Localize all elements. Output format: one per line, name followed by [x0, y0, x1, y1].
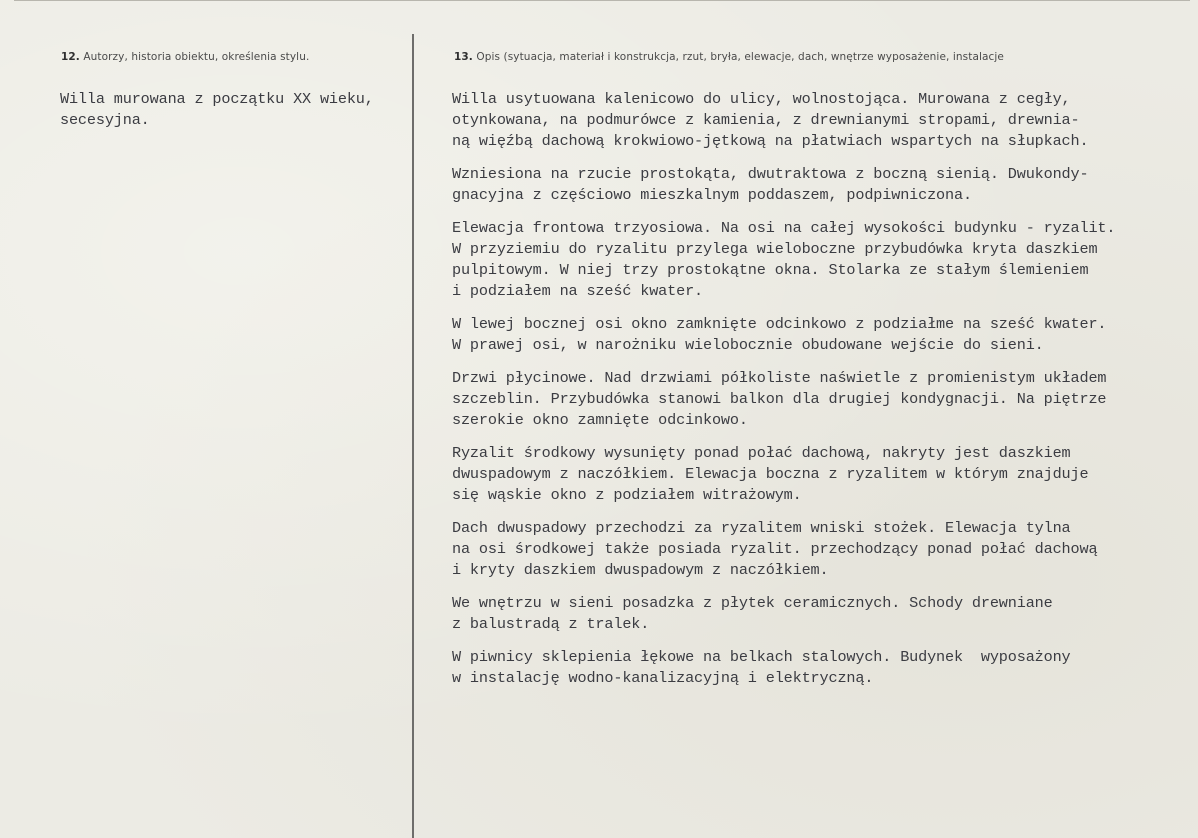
- description-paragraph: Ryzalit środkowy wysunięty ponad połać dachową, nakryty jest daszkiem dwuspadowym z naczółkiem. Elewacja boczna z ryzalitem w którym znajduje się wąskie okno z podziałem witrażowym.: [452, 444, 1089, 504]
- right-header-text: Opis (sytuacja, materiał i konstrukcja, rzut, bryła, elewacje, dach, wnętrze wyposażenie, instalacje: [476, 51, 1004, 63]
- right-column: [452, 89, 1192, 689]
- description-paragraph: W piwnicy sklepienia łękowe na belkach stalowych. Budynek wyposażony w instalację wodno-kanalizacyjną i elektryczną.: [452, 648, 1071, 687]
- left-column-header: [61, 51, 309, 63]
- description-paragraph: Willa usytuowana kalenicowo do ulicy, wolnostojąca. Murowana z cegły, otynkowana, na podmurówce z kamienia, z drewnianymi stropami, drewnia- ną więźbą dachową krokwiowo-jętkową na płatwiach wspartych na słupkach.: [452, 90, 1089, 150]
- left-column: [60, 89, 400, 131]
- description-paragraph: Drzwi płycinowe. Nad drzwiami półkoliste naświetle z promienistym układem szczeblin. Przybudówka stanowi balkon dla drugiej kondygnacji. Na piętrze szerokie okno zamnięte odcinkowo.: [452, 369, 1107, 429]
- right-column-header: [454, 51, 1004, 63]
- history-text: Willa murowana z początku XX wieku, secesyjna.: [60, 90, 374, 129]
- right-header-number: 13.: [454, 51, 473, 63]
- left-header-number: 12.: [61, 51, 80, 63]
- left-header-text: Autorzy, historia obiektu, określenia stylu.: [83, 51, 310, 63]
- column-divider: [412, 34, 414, 838]
- description-paragraph: We wnętrzu w sieni posadzka z płytek ceramicznych. Schody drewniane z balustradą z tralek.: [452, 594, 1053, 633]
- description-paragraph: Elewacja frontowa trzyosiowa. Na osi na całej wysokości budynku - ryzalit. W przyziemiu do ryzalitu przylega wieloboczne przybudówka kryta daszkiem pulpitowym. W niej trzy prostokątne okna. Stolarka ze stałym ślemieniem i podziałem na sześć kwater.: [452, 219, 1116, 300]
- description-paragraph: Dach dwuspadowy przechodzi za ryzalitem wniski stożek. Elewacja tylna na osi środkowej także posiada ryzalit. przechodzący ponad połać dachową i kryty daszkiem dwuspadowym z naczółkiem.: [452, 519, 1098, 579]
- description-paragraph: Wzniesiona na rzucie prostokąta, dwutraktowa z boczną sienią. Dwukondy- gnacyjna z częściowo mieszkalnym poddaszem, podpiwniczona.: [452, 165, 1089, 204]
- description-paragraph: W lewej bocznej osi okno zamknięte odcinkowo z podziałme na sześć kwater. W prawej osi, w narożniku wielobocznie obudowane wejście do sieni.: [452, 315, 1107, 354]
- top-border-line: [14, 0, 1190, 1]
